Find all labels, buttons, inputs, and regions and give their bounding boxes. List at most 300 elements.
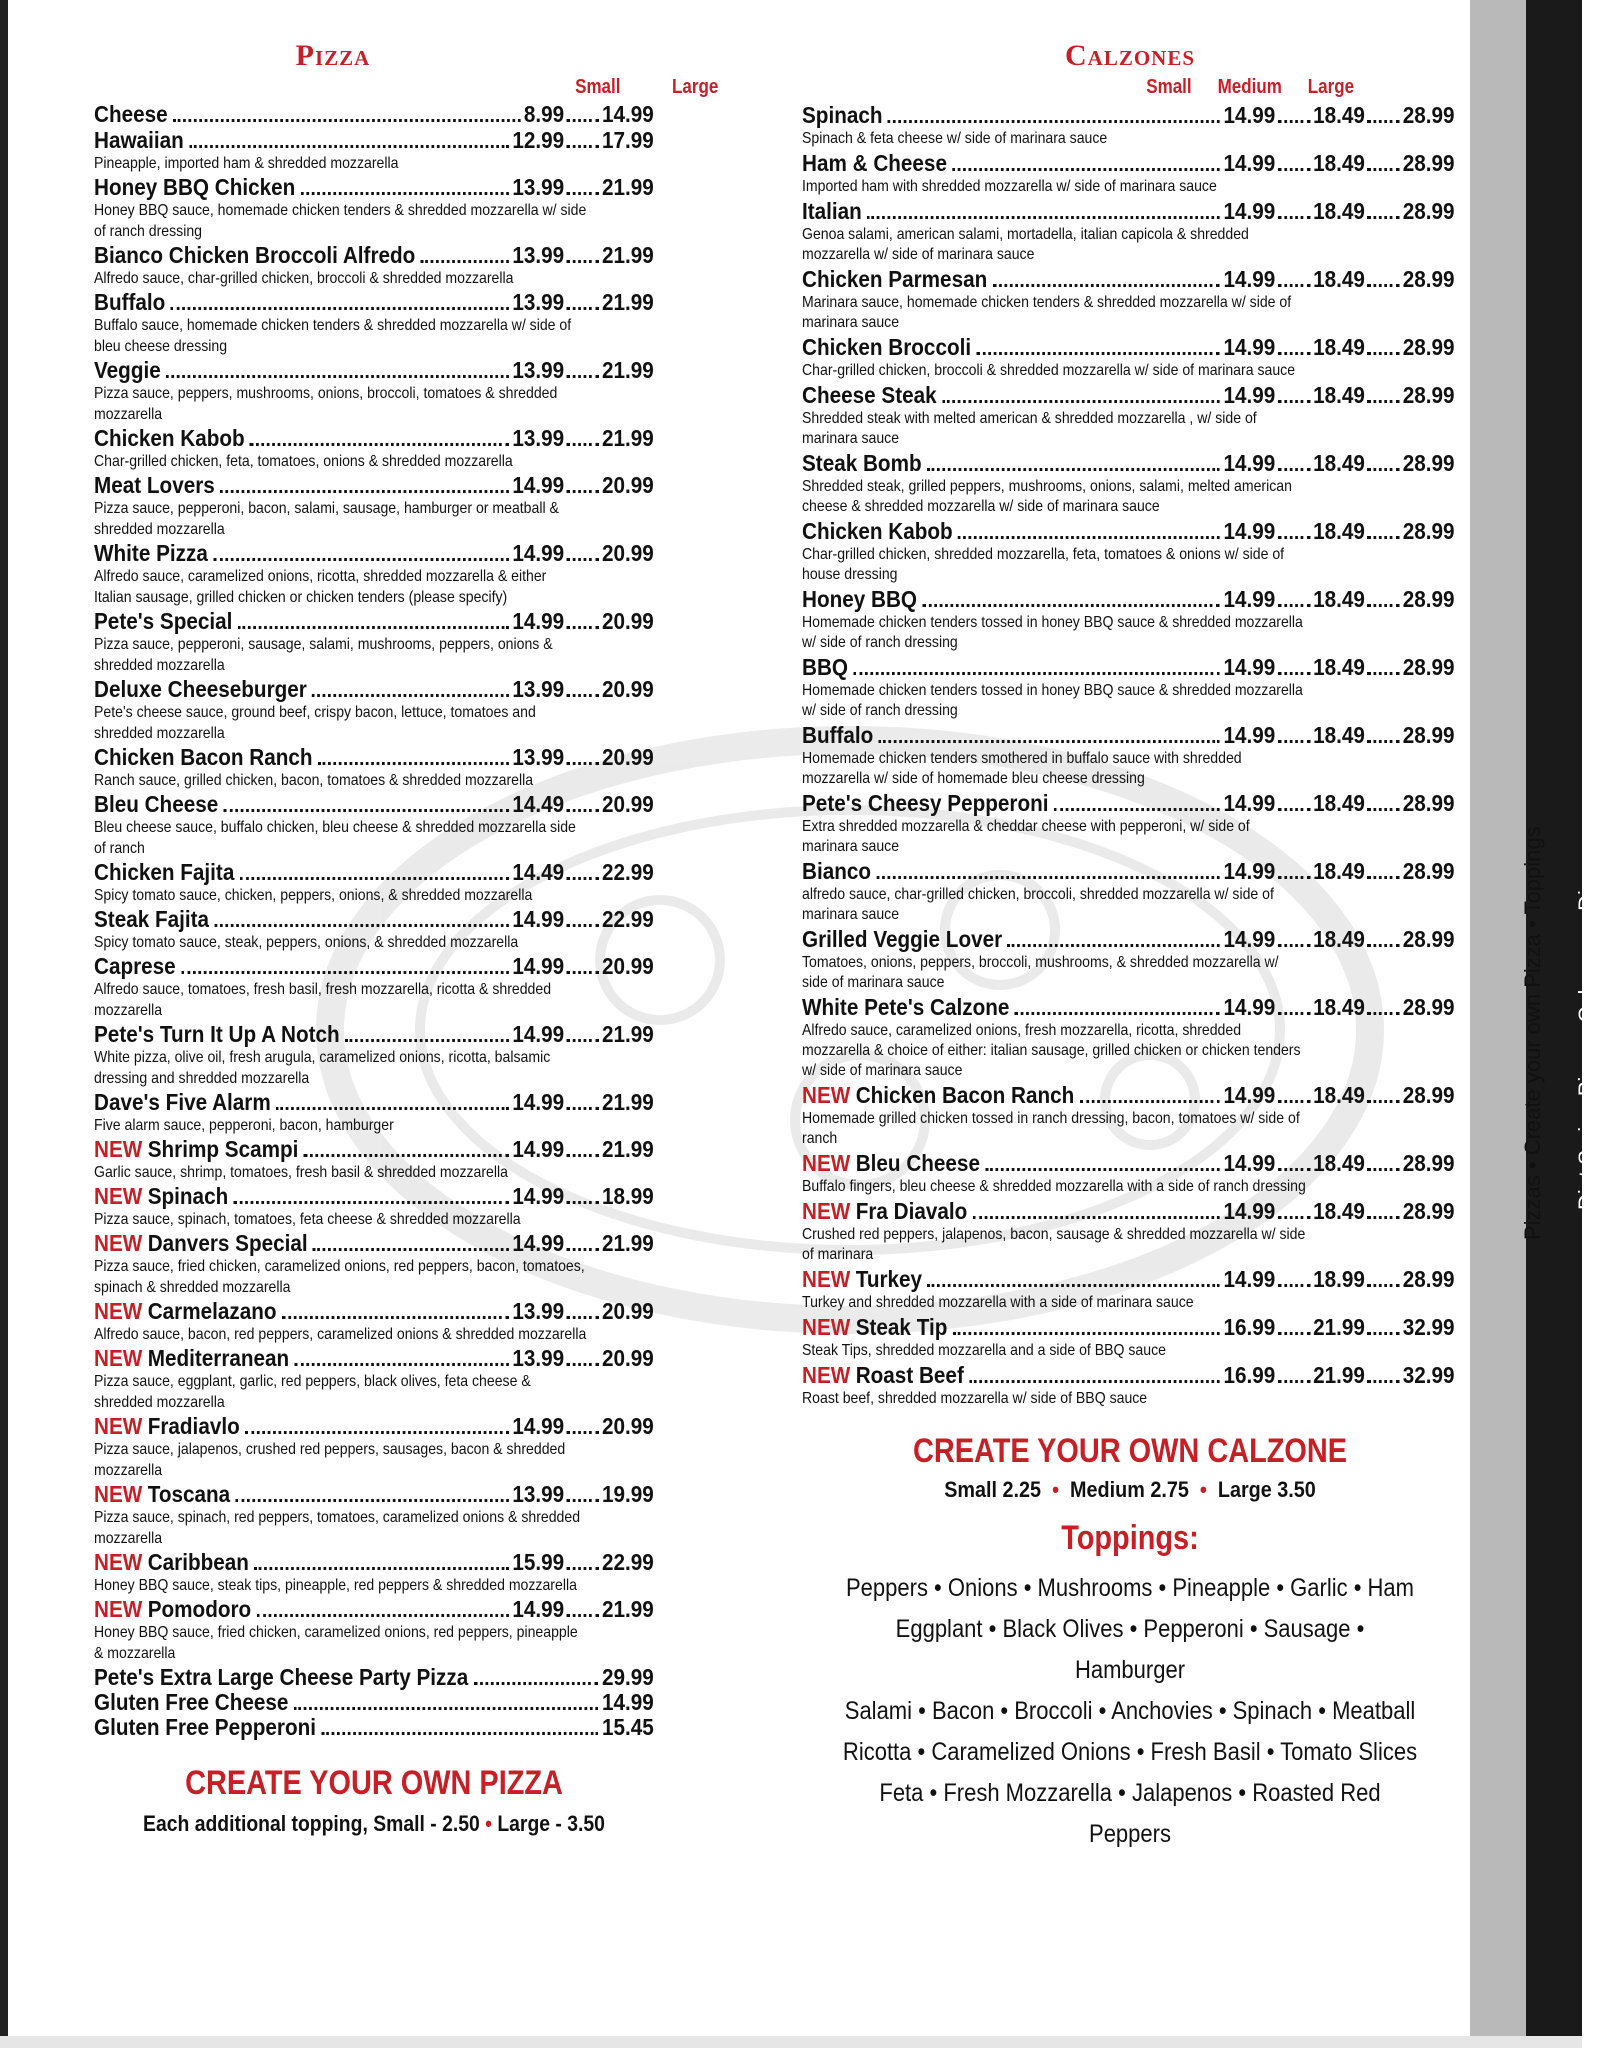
calzone-item-row: [802, 858, 1455, 885]
new-badge: NEW: [802, 1082, 851, 1108]
cyo-calzone-small: Small 2.25: [944, 1477, 1042, 1502]
calzone-price-small: 14.99: [1223, 334, 1276, 360]
dot-leader: [1368, 392, 1400, 403]
pizza-item-row: [94, 860, 654, 885]
pizza-price-large: 21.99: [601, 1230, 654, 1256]
calzone-item-row: [802, 198, 1455, 225]
dot-leader: [313, 1240, 509, 1251]
pizza-item-row: [94, 1231, 654, 1256]
pizza-item-description: Pizza sauce, spinach, red peppers, tomatoes, caramelized onions & shredded mozzarella: [94, 1509, 581, 1547]
calzone-item-name: Cheese Steak: [802, 382, 937, 408]
size-large-label: Large: [672, 76, 719, 98]
calzone-item-row: [802, 586, 1455, 613]
dot-leader: [1368, 664, 1400, 675]
pizza-price-large: 22.99: [601, 906, 654, 932]
toppings-line: Ricotta • Caramelized Onions • Fresh Basil • Tomato Slices: [842, 1738, 1418, 1766]
dot-leader: [1278, 1004, 1310, 1015]
calzone-item: [802, 334, 1458, 381]
calzone-item-description: Imported ham with shredded mozzarella w/ side of marinara sauce: [802, 178, 1217, 195]
calzone-price-large: 28.99: [1402, 926, 1455, 952]
calzone-price-medium: 18.49: [1313, 102, 1365, 128]
pizza-item-name: Chicken Kabob: [94, 425, 245, 451]
calzone-price-medium: 18.49: [1313, 654, 1365, 680]
calzone-item-row: [802, 994, 1455, 1021]
dot-leader: [254, 1559, 508, 1570]
cyo-calzone-large: Large 3.50: [1217, 1477, 1316, 1502]
dot-leader: [567, 252, 599, 263]
pizza-price-large: 21.99: [601, 1089, 654, 1115]
new-badge: NEW: [94, 1596, 143, 1622]
dot-leader: [1368, 208, 1400, 219]
dot-leader: [1368, 460, 1400, 471]
calzone-price-medium: 18.49: [1313, 334, 1365, 360]
dot-leader: [1278, 1324, 1310, 1335]
cyo-pizza-label: Each additional topping,: [143, 1811, 368, 1836]
calzone-item-row: [802, 926, 1455, 953]
dot-leader: [1015, 1004, 1220, 1015]
calzone-price-small: 14.99: [1223, 150, 1276, 176]
pizza-item: [94, 745, 757, 791]
calzone-item-name: Pete's Cheesy Pepperoni: [802, 790, 1049, 816]
calzone-price-medium: 18.99: [1313, 1266, 1365, 1292]
pizza-price-small: 13.99: [512, 744, 565, 770]
calzone-price-small: 14.99: [1223, 450, 1276, 476]
pizza-price-large: 20.99: [601, 540, 654, 566]
calzone-price-small: 14.99: [1223, 1150, 1276, 1176]
pizza-price-small: 14.99: [512, 1183, 565, 1209]
dot-leader: [953, 1324, 1220, 1335]
dot-leader: [567, 618, 599, 629]
dot-leader: [567, 137, 599, 148]
pizza-item: [94, 1482, 757, 1549]
dot-leader: [189, 137, 509, 148]
calzone-item-description: Shredded steak, grilled peppers, mushrooms, onions, salami, melted american cheese & shredded mozzarella w/ side of marinara sauce: [802, 478, 1292, 515]
dot-leader: [1368, 344, 1400, 355]
pizza-price-small: 15.99: [512, 1549, 565, 1575]
dot-leader: [1368, 1372, 1400, 1383]
pizza-price-small: 13.99: [512, 1298, 565, 1324]
calzone-item: [802, 1082, 1458, 1149]
calzone-price-small: 14.99: [1223, 1082, 1276, 1108]
dot-leader: [567, 111, 599, 122]
dot-leader: [173, 111, 520, 122]
pizza-item-name: Veggie: [94, 357, 161, 383]
calzone-price-large: 28.99: [1402, 858, 1455, 884]
calzone-price-large: 28.99: [1402, 266, 1455, 292]
dot-leader: [234, 1193, 509, 1204]
dot-leader: [1278, 800, 1310, 811]
pizza-item: [94, 1022, 757, 1089]
pizza-item-row: [94, 1299, 654, 1324]
pizza-item: [94, 426, 757, 472]
calzone-item-description: Tomatoes, onions, peppers, broccoli, mushrooms, & shredded mozzarella w/ side of marinara sauce: [802, 954, 1279, 991]
dot-leader: [567, 1240, 599, 1251]
pizza-price-large: 18.99: [601, 1183, 654, 1209]
pizza-single-name: Gluten Free Pepperoni: [94, 1714, 316, 1740]
scan-edge-bottom: [0, 2036, 1582, 2048]
calzone-price-medium: 18.49: [1313, 450, 1365, 476]
pizza-item-row: [94, 358, 654, 383]
calzone-price-large: 28.99: [1402, 1198, 1455, 1224]
dot-leader: [867, 208, 1220, 219]
new-badge: NEW: [802, 1150, 851, 1176]
calzone-item: [802, 586, 1458, 653]
pizza-price-large: 20.99: [601, 676, 654, 702]
pizza-price-small: 12.99: [512, 127, 565, 153]
calzones-title: Calzones: [1064, 39, 1196, 72]
cyo-pizza-small: Small - 2.50: [373, 1811, 480, 1836]
dot-leader: [567, 1491, 599, 1502]
calzone-item-description: Homemade chicken tenders smothered in buffalo sauce with shredded mozzarella w/ side of homemade bleu cheese dressing: [802, 750, 1242, 787]
calzone-item: [802, 266, 1458, 333]
pizza-item: [94, 792, 757, 859]
pizza-item-name: Caprese: [94, 953, 176, 979]
dot-leader: [567, 1355, 599, 1366]
dot-leader: [236, 1491, 509, 1502]
calzone-item-description: Steak Tips, shredded mozzarella and a side of BBQ sauce: [802, 1342, 1166, 1359]
pizza-list: [94, 102, 757, 1664]
calzone-item: [802, 1266, 1458, 1313]
pizza-price-large: 21.99: [601, 1021, 654, 1047]
calzone-item-name: Italian: [802, 198, 862, 224]
calzone-price-small: 16.99: [1223, 1314, 1276, 1340]
calzone-item-name: Roast Beef: [855, 1362, 964, 1388]
dot-leader: [876, 868, 1219, 879]
calzone-item-description: Buffalo fingers, bleu cheese & shredded mozzarella with a side of ranch dressing: [802, 1178, 1306, 1195]
dot-leader: [942, 392, 1220, 403]
calzone-item-row: [802, 150, 1455, 177]
dot-leader: [1368, 1004, 1400, 1015]
pizza-price-small: 14.99: [512, 1021, 565, 1047]
pizza-price-small: 13.99: [512, 676, 565, 702]
dot-leader: [922, 596, 1219, 607]
toppings-title: Toppings:: [1061, 1519, 1199, 1557]
pizza-item: [94, 290, 757, 357]
pizza-item-row: [94, 1414, 654, 1439]
calzone-price-small: 14.99: [1223, 994, 1276, 1020]
pizza-price-large: 21.99: [601, 289, 654, 315]
cyo-pizza-large: Large - 3.50: [497, 1811, 605, 1836]
calzone-item: [802, 198, 1458, 265]
pizza-item: [94, 1550, 757, 1596]
pizza-price-small: 13.99: [512, 289, 565, 315]
pizza-item-row: [94, 677, 654, 702]
scan-edge-left: [0, 0, 8, 2048]
calzone-item-description: Alfredo sauce, caramelized onions, fresh mozzarella, ricotta, shredded mozzarella & choice of either: italian sausage, grilled chicken or chicken tenders w/ side of marinara sauce: [802, 1022, 1301, 1079]
pizza-title: Pizza: [295, 39, 371, 72]
dot-leader: [969, 1372, 1220, 1383]
dot-leader: [345, 1031, 509, 1042]
pizza-section: [94, 36, 757, 1837]
pizza-price-small: 13.99: [512, 357, 565, 383]
calzone-item-name: Steak Tip: [855, 1314, 948, 1340]
dot-leader: [1368, 1092, 1400, 1103]
pizza-item: [94, 102, 757, 127]
dot-leader: [879, 732, 1220, 743]
pizza-item-row: [94, 128, 654, 153]
pizza-item-row: [94, 175, 654, 200]
pizza-price-large: 21.99: [601, 1596, 654, 1622]
calzone-item-name: Buffalo: [802, 722, 874, 748]
calzone-price-large: 32.99: [1402, 1314, 1455, 1340]
size-small-label: Small: [1146, 76, 1192, 98]
dot-leader: [567, 482, 599, 493]
calzone-item-row: [802, 1362, 1455, 1389]
calzone-item-row: [802, 266, 1455, 293]
calzone-item: [802, 450, 1458, 517]
calzone-price-small: 14.99: [1223, 266, 1276, 292]
pizza-price-small: 14.49: [512, 859, 565, 885]
pizza-item-description: White pizza, olive oil, fresh arugula, caramelized onions, ricotta, balsamic dressing and shredded mozzarella: [94, 1049, 551, 1087]
pizza-price-large: 20.99: [601, 744, 654, 770]
calzone-item-description: Shredded steak with melted american & shredded mozzarella , w/ side of marinara sauce: [802, 410, 1257, 447]
calzone-price-large: 28.99: [1402, 102, 1455, 128]
pizza-item-row: [94, 1482, 654, 1507]
dot-leader: [282, 1308, 509, 1319]
dot-leader: [1368, 868, 1400, 879]
pizza-item-row: [94, 473, 654, 498]
calzone-item: [802, 654, 1458, 721]
calzone-price-large: 28.99: [1402, 790, 1455, 816]
calzone-item: [802, 790, 1458, 857]
pizza-item-name: Chicken Fajita: [94, 859, 235, 885]
bullet: •: [1194, 1477, 1213, 1502]
pizza-item-description: Garlic sauce, shrimp, tomatoes, fresh basil & shredded mozzarella: [94, 1164, 508, 1181]
calzone-item-description: Spinach & feta cheese w/ side of marinara sauce: [802, 130, 1108, 147]
calzone-item-name: White Pete's Calzone: [802, 994, 1010, 1020]
dot-leader: [1278, 664, 1310, 675]
calzone-list: [802, 102, 1458, 1409]
pizza-price-small: 8.99: [523, 101, 565, 127]
calzone-price-small: 14.99: [1223, 858, 1276, 884]
pizza-item-description: Alfredo sauce, char-grilled chicken, broccoli & shredded mozzarella: [94, 270, 514, 287]
dot-leader: [294, 1699, 599, 1710]
dot-leader: [240, 869, 509, 880]
calzone-price-large: 28.99: [1402, 586, 1455, 612]
pizza-price-small: 14.99: [512, 1089, 565, 1115]
pizza-item-name: Pete's Turn It Up A Notch: [94, 1021, 340, 1047]
pizza-item-name: Bleu Cheese: [94, 791, 219, 817]
dot-leader: [927, 460, 1220, 471]
calzone-price-medium: 21.99: [1313, 1314, 1365, 1340]
pizza-price-large: 22.99: [601, 1549, 654, 1575]
pizza-single-row: [94, 1715, 654, 1740]
pizza-item-name: Steak Fajita: [94, 906, 210, 932]
new-badge: NEW: [802, 1198, 851, 1224]
calzone-price-large: 28.99: [1402, 654, 1455, 680]
dot-leader: [993, 276, 1220, 287]
pizza-price-small: 14.99: [512, 1136, 565, 1162]
dot-leader: [567, 801, 599, 812]
pizza-single-row: [94, 1690, 654, 1715]
pizza-item-name: Spinach: [147, 1183, 229, 1209]
pizza-item-name: Caribbean: [147, 1549, 249, 1575]
calzone-item-name: Grilled Veggie Lover: [802, 926, 1003, 952]
toppings-list: [802, 1568, 1458, 1855]
pizza-price-large: 22.99: [601, 859, 654, 885]
calzone-price-medium: 18.49: [1313, 586, 1365, 612]
pizza-single-price: 15.45: [601, 1714, 654, 1740]
dot-leader: [567, 1193, 599, 1204]
dot-leader: [1368, 1208, 1400, 1219]
pizza-price-large: 17.99: [601, 127, 654, 153]
calzone-price-large: 28.99: [1402, 722, 1455, 748]
dot-leader: [973, 1208, 1220, 1219]
pizza-item: [94, 1299, 757, 1345]
pizza-item-row: [94, 541, 654, 566]
pizza-item-name: Shrimp Scampi: [147, 1136, 299, 1162]
calzone-item-description: Marinara sauce, homemade chicken tenders & shredded mozzarella w/ side of marinara sauce: [802, 294, 1292, 331]
sidebar-nav-line-2: Diet Syrian Pizza • Calzones • Dinners: [1574, 835, 1599, 1210]
pizza-item-description: Pizza sauce, pepperoni, bacon, salami, sausage, hamburger or meatball & shredded mozzarella: [94, 500, 559, 538]
dot-leader: [1278, 1276, 1310, 1287]
create-your-own-pizza-prices: [128, 1811, 621, 1837]
calzone-price-medium: 18.49: [1313, 1198, 1365, 1224]
calzone-price-small: 14.99: [1223, 654, 1276, 680]
dot-leader: [853, 664, 1219, 675]
create-your-own-pizza-title: CREATE YOUR OWN PIZZA: [185, 1764, 563, 1802]
dot-leader: [1368, 1324, 1400, 1335]
dot-leader: [567, 1308, 599, 1319]
calzone-price-medium: 18.49: [1313, 198, 1365, 224]
calzone-price-large: 28.99: [1402, 518, 1455, 544]
calzone-item-name: Chicken Kabob: [802, 518, 953, 544]
dot-leader: [567, 184, 599, 195]
pizza-item-row: [94, 243, 654, 268]
pizza-price-large: 21.99: [601, 242, 654, 268]
calzone-price-medium: 18.49: [1313, 1150, 1365, 1176]
toppings-line: Salami • Bacon • Broccoli • Anchovies • Spinach • Meatball: [844, 1697, 1416, 1725]
calzone-item-row: [802, 790, 1455, 817]
pizza-price-large: 21.99: [601, 425, 654, 451]
pizza-item-description: Honey BBQ sauce, steak tips, pineapple, red peppers & shredded mozzarella: [94, 1577, 577, 1594]
dot-leader: [1278, 392, 1310, 403]
pizza-price-small: 14.99: [512, 1230, 565, 1256]
dot-leader: [567, 686, 599, 697]
new-badge: NEW: [94, 1230, 143, 1256]
dot-leader: [1080, 1092, 1220, 1103]
pizza-price-small: 13.99: [512, 174, 565, 200]
pizza-price-large: 21.99: [601, 357, 654, 383]
calzones-section: [802, 36, 1458, 1855]
pizza-item-name: Chicken Bacon Ranch: [94, 744, 313, 770]
dot-leader: [567, 1031, 599, 1042]
dot-leader: [1278, 868, 1310, 879]
new-badge: NEW: [802, 1362, 851, 1388]
pizza-item-name: Pomodoro: [147, 1596, 252, 1622]
dot-leader: [1368, 800, 1400, 811]
pizza-price-large: 20.99: [601, 1413, 654, 1439]
new-badge: NEW: [94, 1549, 143, 1575]
dot-leader: [567, 869, 599, 880]
pizza-price-large: 20.99: [601, 472, 654, 498]
pizza-item-description: Honey BBQ sauce, fried chicken, caramelized onions, red peppers, pineapple & mozzarella: [94, 1624, 578, 1662]
calzone-item-description: Homemade chicken tenders tossed in honey BBQ sauce & shredded mozzarella w/ side of ranch dressing: [802, 682, 1303, 719]
pizza-item-description: Pizza sauce, fried chicken, caramelized onions, red peppers, bacon, tomatoes, spinach & shredded mozzarella: [94, 1258, 585, 1296]
dot-leader: [1278, 344, 1310, 355]
calzone-item: [802, 1198, 1458, 1265]
bullet: •: [1046, 1477, 1065, 1502]
dot-leader: [1368, 1276, 1400, 1287]
pizza-item-name: Carmelazano: [147, 1298, 277, 1324]
pizza-item-name: Pete's Special: [94, 608, 233, 634]
dot-leader: [421, 252, 509, 263]
pizza-item-name: Deluxe Cheeseburger: [94, 676, 307, 702]
size-large-label: Large: [1307, 76, 1355, 98]
calzone-item-description: Genoa salami, american salami, mortadella, italian capicola & shredded mozzarella w/ side of marinara sauce: [802, 226, 1249, 263]
dot-leader: [295, 1355, 509, 1366]
pizza-price-small: 13.99: [512, 1345, 565, 1371]
calzone-item-row: [802, 102, 1455, 129]
dot-leader: [1278, 460, 1310, 471]
pizza-item-row: [94, 1346, 654, 1371]
dot-leader: [927, 1276, 1219, 1287]
pizza-item-row: [94, 609, 654, 634]
pizza-item: [94, 1414, 757, 1481]
calzone-price-medium: 18.49: [1313, 722, 1365, 748]
pizza-price-small: 14.99: [512, 1413, 565, 1439]
pizza-item-row: [94, 1137, 654, 1162]
dot-leader: [1278, 112, 1310, 123]
pizza-item: [94, 128, 757, 174]
dot-leader: [1008, 936, 1220, 947]
pizza-price-large: 19.99: [601, 1481, 654, 1507]
dot-leader: [312, 686, 509, 697]
pizza-item-row: [94, 1090, 654, 1115]
calzone-price-medium: 18.49: [1313, 382, 1365, 408]
dot-leader: [977, 344, 1220, 355]
calzone-item-name: Spinach: [802, 102, 883, 128]
calzone-item: [802, 1362, 1458, 1409]
calzone-price-small: 14.99: [1223, 382, 1276, 408]
pizza-item-row: [94, 1550, 654, 1575]
calzone-price-medium: 21.99: [1313, 1362, 1365, 1388]
calzone-item-name: Chicken Parmesan: [802, 266, 988, 292]
pizza-item-row: [94, 1597, 654, 1622]
calzone-item-description: Extra shredded mozzarella & cheddar cheese with pepperoni, w/ side of marinara sauce: [802, 818, 1250, 855]
calzone-item: [802, 1150, 1458, 1197]
dot-leader: [1278, 1372, 1310, 1383]
calzone-price-small: 16.99: [1223, 1362, 1276, 1388]
pizza-item: [94, 907, 757, 953]
dot-leader: [171, 299, 509, 310]
pizza-item-row: [94, 102, 654, 127]
pizza-price-small: 13.99: [512, 242, 565, 268]
calzone-item-name: Chicken Broccoli: [802, 334, 972, 360]
pizza-item-row: [94, 290, 654, 315]
dot-leader: [567, 754, 599, 765]
dot-leader: [1368, 936, 1400, 947]
pizza-price-small: 14.99: [512, 472, 565, 498]
calzone-item-row: [802, 1198, 1455, 1225]
dot-leader: [1368, 112, 1400, 123]
new-badge: NEW: [94, 1481, 143, 1507]
calzone-item-name: Bianco: [802, 858, 872, 884]
dot-leader: [1368, 276, 1400, 287]
dot-leader: [567, 1099, 599, 1110]
calzone-item-name: Steak Bomb: [802, 450, 922, 476]
pizza-item: [94, 1137, 757, 1183]
pizza-item: [94, 954, 757, 1021]
calzone-item: [802, 102, 1458, 149]
calzone-price-small: 14.99: [1223, 198, 1276, 224]
new-badge: NEW: [94, 1298, 143, 1324]
calzone-item-name: Turkey: [855, 1266, 923, 1292]
pizza-item-name: Bianco Chicken Broccoli Alfredo: [94, 242, 416, 268]
dot-leader: [304, 1146, 509, 1157]
dot-leader: [1278, 936, 1310, 947]
pizza-item-description: Honey BBQ sauce, homemade chicken tenders & shredded mozzarella w/ side of ranch dressing: [94, 202, 587, 240]
